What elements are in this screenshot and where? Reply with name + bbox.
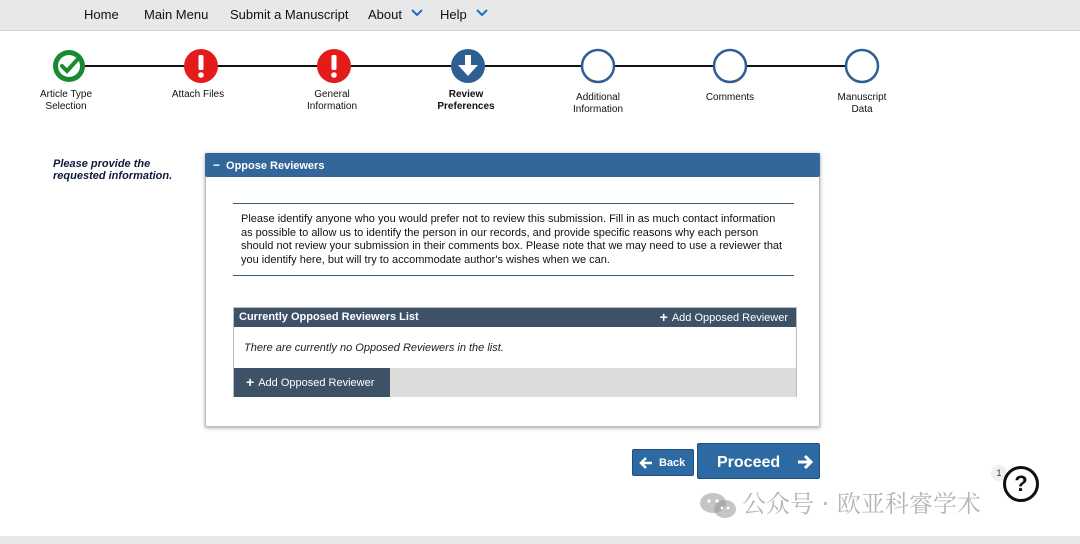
step-article-type[interactable] (51, 48, 87, 84)
instruction-hint (53, 158, 203, 182)
step-label-line: Comments (705, 92, 755, 103)
help-icon[interactable]: ? (1003, 466, 1039, 502)
top-nav (0, 0, 1080, 31)
empty-circle-icon (712, 48, 748, 84)
step-label-line: General (314, 89, 350, 100)
watermark (698, 484, 981, 520)
opposed-reviewers-list (233, 307, 797, 397)
watermark-text: 公众号 · 欧亚科睿学术 (742, 490, 981, 518)
step-manuscript-data (844, 48, 880, 84)
empty-circle-icon (844, 48, 880, 84)
instructions-text: Please identify anyone who you would prefer not to review this submission. Fill in as much contact information as possible to allow us to identify the person in our records, and provide specific reasons why each person should not review your submission in their comments box. Please note that we may need to use a reviewer that you identify here, but will try to accommodate author's wishes when we can. (233, 203, 794, 276)
check-circle-icon (51, 48, 87, 84)
list-header (234, 308, 796, 327)
nav-about[interactable] (368, 7, 420, 22)
nav-help-label: Help (440, 7, 467, 22)
chevron-down-icon (476, 5, 485, 14)
arrow-left-icon (639, 457, 653, 469)
step-additional-information (580, 48, 616, 84)
nav-about-label: About (368, 7, 402, 22)
proceed-label: Proceed (717, 454, 781, 471)
back-button[interactable] (632, 449, 694, 476)
hint-line: requested information. (53, 170, 173, 182)
oppose-reviewers-panel (205, 153, 820, 427)
arrow-down-circle-icon (450, 48, 486, 84)
empty-circle-icon (580, 48, 616, 84)
step-review-preferences[interactable] (450, 48, 486, 84)
list-title: Currently Opposed Reviewers List (239, 311, 419, 323)
step-label-line: Selection (45, 101, 87, 112)
step-label-line: Manuscript (837, 92, 887, 103)
step-label-manuscript-data (812, 92, 912, 116)
plus-icon: + (659, 309, 668, 325)
empty-list-message: There are currently no Opposed Reviewers in the list. (244, 342, 504, 354)
back-label: Back (659, 457, 686, 469)
add-label: Add Opposed Reviewer (671, 312, 788, 324)
step-label-additional-information (548, 92, 648, 116)
chevron-down-icon (411, 5, 420, 14)
panel-title: Oppose Reviewers (226, 160, 325, 172)
step-label-line: Data (851, 104, 873, 115)
step-label-general-information (282, 89, 382, 113)
proceed-button[interactable] (697, 443, 820, 479)
add-label: Add Opposed Reviewer (258, 377, 375, 389)
step-general-information[interactable] (316, 48, 352, 84)
step-label-line: Information (306, 101, 358, 112)
hint-line: Please provide the (53, 158, 151, 170)
step-attach-files[interactable] (183, 48, 219, 84)
panel-header[interactable] (205, 153, 820, 177)
step-label-line: Additional (576, 92, 620, 103)
step-comments (712, 48, 748, 84)
nav-help[interactable] (440, 7, 485, 22)
step-label-line: Information (572, 104, 624, 115)
list-footer (234, 368, 796, 397)
collapse-icon[interactable]: − (213, 158, 221, 172)
nav-submit-manuscript[interactable]: Submit a Manuscript (230, 7, 349, 22)
help-count-badge: 1 (991, 465, 1007, 481)
add-opposed-reviewer-button[interactable] (234, 368, 390, 397)
step-label-line: Review (448, 89, 484, 100)
nav-home[interactable]: Home (84, 7, 119, 22)
nav-main-menu[interactable]: Main Menu (144, 7, 209, 22)
bottom-band (0, 536, 1080, 544)
error-icon (316, 48, 352, 84)
step-label-attach-files (148, 89, 248, 101)
step-label-comments (680, 92, 780, 104)
error-icon (183, 48, 219, 84)
step-label-line: Attach Files (171, 89, 225, 100)
plus-icon: + (246, 374, 255, 390)
step-label-article-type (16, 89, 116, 113)
step-label-line: Preferences (437, 101, 495, 112)
step-label-line: Article Type (39, 89, 93, 100)
arrow-right-icon (797, 454, 813, 470)
add-opposed-reviewer-link[interactable] (660, 311, 788, 324)
wechat-logo-icon (698, 490, 738, 520)
step-label-review-preferences (416, 89, 516, 113)
